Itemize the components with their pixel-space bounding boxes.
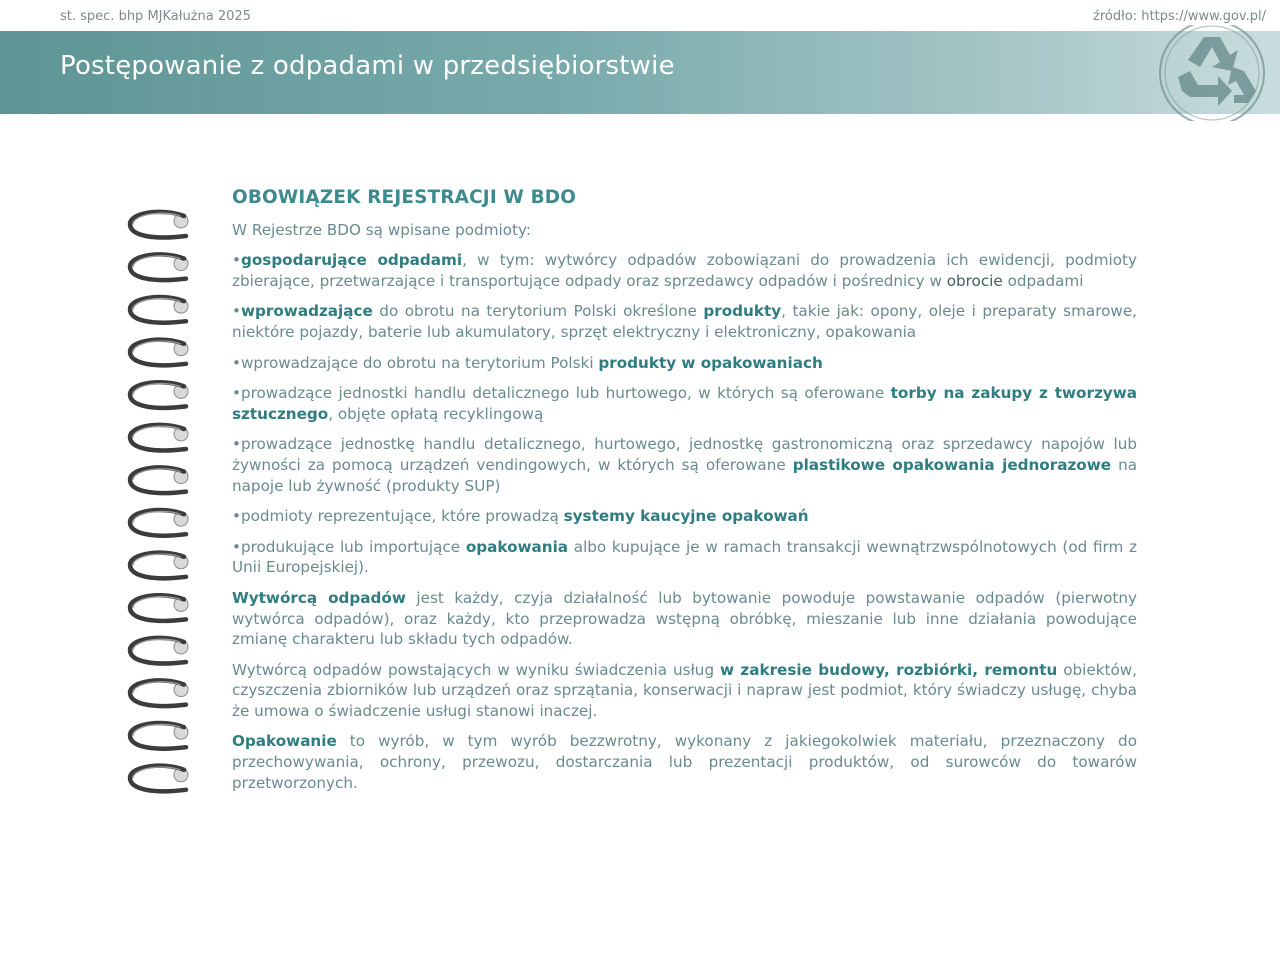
intro-text: W Rejestrze BDO są wpisane podmioty: xyxy=(232,220,531,239)
text: jest każdy, czyja działalność lub bytowanie powoduje powstawanie odpadów (pierwotny wytwórca odpadów), oraz każdy, kto przeprowadza wstępną obróbkę, mieszanie lub inne działania powodujące zmianę charakteru lub składu tych odpadów. xyxy=(232,588,1137,649)
emphasis: produkty w opakowaniach xyxy=(598,353,823,372)
emphasis: w zakresie budowy, rozbiórki, remontu xyxy=(719,660,1058,679)
list-item xyxy=(232,301,1137,342)
binding-ring xyxy=(130,723,188,749)
text: podmioty reprezentujące, które prowadzą xyxy=(240,507,564,526)
text: obiektów, czyszczenia zbiorników lub urządzeń oraz sprzątania, konserwacji i napraw jest podmiot, który świadczy usługę, chyba że umowa o świadczenie usługi stanowi inaczej. xyxy=(232,660,1137,720)
spiral-binding xyxy=(124,204,204,810)
bullet: • xyxy=(232,537,241,556)
text: prowadzące jednostkę handlu detalicznego, hurtowego, jednostkę gastronomiczną oraz sprzedawcy napojów lub żywności za pomocą urządzeń vendingowych, w których są oferowane xyxy=(232,435,1137,474)
binding-ring xyxy=(130,467,188,493)
binding-ring xyxy=(130,638,188,664)
text: na napoje lub żywność (produkty SUP) xyxy=(232,455,1137,495)
title-banner xyxy=(0,31,1280,114)
binding-ring xyxy=(130,680,188,706)
binding-ring xyxy=(130,382,188,408)
emphasis: torby na zakupy z tworzywa sztucznego xyxy=(232,384,1137,423)
text: albo kupujące je w ramach transakcji wewnątrzwspólnotowych (od firm z Unii Europejskiej). xyxy=(232,537,1137,577)
bullet: • xyxy=(232,507,241,526)
bullet: • xyxy=(232,353,241,372)
content-body xyxy=(232,188,1137,803)
binding-ring xyxy=(130,425,188,451)
text: prowadzące jednostki handlu detalicznego lub hurtowego, w których są oferowane xyxy=(240,384,891,403)
text: , takie jak: opony, oleje i preparaty smarowe, niektóre pojazdy, baterie lub akumulatory, sprzęt elektryczny i elektroniczny, opakowania xyxy=(232,302,1137,341)
text: do obrotu na terytorium Polski określone xyxy=(372,302,704,321)
bullet: • xyxy=(232,302,241,321)
author-note: st. spec. bhp MJKałużna 2025 xyxy=(60,9,251,24)
text: odpadami xyxy=(1002,271,1084,290)
emphasis: opakowania xyxy=(465,537,569,556)
list-item xyxy=(232,537,1137,578)
binding-ring xyxy=(130,297,188,323)
definition-paragraph xyxy=(232,588,1137,650)
text: wprowadzające do obrotu na terytorium Polski xyxy=(240,353,599,372)
binding-ring xyxy=(130,254,188,280)
emphasis: Wytwórcą odpadów xyxy=(232,588,406,607)
emphasis: produkty xyxy=(703,302,782,321)
binding-ring xyxy=(130,766,188,792)
binding-ring xyxy=(130,510,188,536)
source-note: źródło: https://www.gov.pl/ xyxy=(1093,9,1266,24)
section-heading: OBOWIĄZEK REJESTRACJI W BDO xyxy=(232,187,577,208)
binding-ring xyxy=(130,212,188,238)
list-item xyxy=(232,506,1137,527)
definition-paragraph xyxy=(232,731,1137,793)
text: obrocie xyxy=(946,271,1003,290)
list-item xyxy=(232,353,1137,374)
emphasis: gospodarujące odpadami xyxy=(240,251,463,270)
text: produkujące lub importujące xyxy=(240,537,466,556)
list-item xyxy=(232,250,1137,291)
binding-ring xyxy=(130,595,188,621)
text: , objęte opłatą recyklingową xyxy=(328,404,544,423)
page-title: Postępowanie z odpadami w przedsiębiorstwie xyxy=(60,51,675,81)
top-strip xyxy=(0,0,1280,31)
emphasis: Opakowanie xyxy=(232,732,337,751)
text: , w tym: wytwórcy odpadów zobowiązani do prowadzenia ich ewidencji, podmioty zbierające, przetwarzające i transportujące odpady oraz sprzedawcy odpadów i pośrednicy w xyxy=(232,251,1137,290)
bullet: • xyxy=(232,384,241,403)
recycle-icon xyxy=(1148,25,1276,121)
emphasis: wprowadzające xyxy=(240,302,373,321)
list-item xyxy=(232,434,1137,496)
binding-ring xyxy=(130,340,188,366)
bullet: • xyxy=(232,251,241,270)
bullet: • xyxy=(232,435,241,454)
binding-ring xyxy=(130,553,188,579)
text: Wytwórcą odpadów powstających w wyniku świadczenia usług xyxy=(232,660,720,679)
emphasis: plastikowe opakowania jednorazowe xyxy=(792,455,1112,474)
list-item xyxy=(232,383,1137,424)
emphasis: systemy kaucyjne opakowań xyxy=(563,507,809,526)
text: to wyrób, w tym wyrób bezzwrotny, wykonany z jakiegokolwiek materiału, przeznaczony do przechowywania, ochrony, przewozu, dostarczania lub prezentacji produktów, od surowców do towarów przetworzonych. xyxy=(232,732,1137,792)
definition-paragraph xyxy=(232,660,1137,722)
